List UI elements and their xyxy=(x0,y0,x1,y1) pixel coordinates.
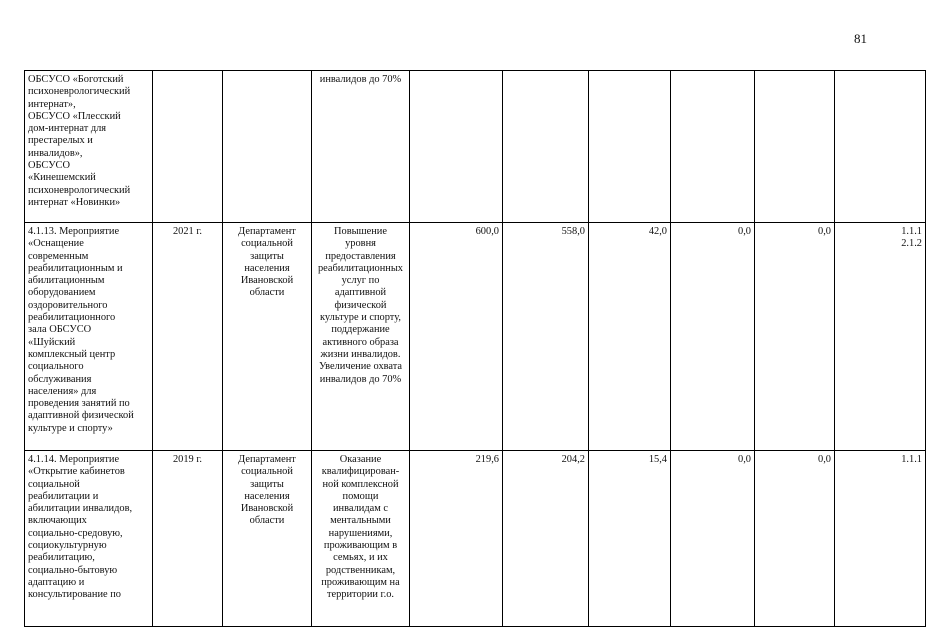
indicators-cell-line: 2.1.2 xyxy=(901,238,922,250)
executor-cell xyxy=(223,223,312,451)
expected-result-cell-line: нарушениями, xyxy=(328,527,393,539)
expected-result-cell-line: проживающим на xyxy=(321,576,400,588)
activity-name-cell-line: психоневрологический xyxy=(28,184,131,196)
activity-name-cell-line: социального xyxy=(28,361,84,373)
activity-name-cell-line: «Оснащение xyxy=(28,238,84,250)
page-number: 81 xyxy=(854,31,867,46)
activity-name-cell-line: инвалидов», xyxy=(28,147,83,159)
executor-cell-line: Ивановской xyxy=(240,503,294,515)
activity-name-cell-line: адаптивной физической xyxy=(28,410,134,422)
executor-cell xyxy=(223,451,312,627)
executor-cell-line: социальной xyxy=(241,238,293,250)
activity-name-cell-line: психоневрологический xyxy=(28,86,131,98)
activity-name-cell-line: интернат», xyxy=(28,98,76,110)
activity-name-cell-line: включающих xyxy=(28,515,87,527)
regional-budget-cell xyxy=(589,71,671,223)
table-row xyxy=(25,451,926,627)
expected-result-cell xyxy=(312,451,410,627)
expected-result-cell-line: уровня xyxy=(345,238,376,250)
executor-cell-line: социальной xyxy=(241,466,293,478)
activity-name-cell-line: реабилитационным и xyxy=(28,262,123,274)
activity-name-cell-line: 4.1.13. Мероприятие xyxy=(28,226,120,237)
activity-name-cell-line: проведения занятий по xyxy=(28,398,130,410)
activity-name-cell-line: социально-средовую, xyxy=(28,527,123,539)
activity-name-cell-line: «Кинешемский xyxy=(28,172,96,184)
expected-result-cell-line: ной комплексной xyxy=(322,478,399,490)
year-cell: 2019 г. xyxy=(153,451,223,627)
local-budget-cell: 0,0 xyxy=(671,223,755,451)
local-budget-cell: 0,0 xyxy=(671,451,755,627)
total-cell xyxy=(410,71,503,223)
activity-name-cell-line: «Шуйский xyxy=(28,336,76,348)
activity-name-cell-line: современным xyxy=(28,250,89,262)
expected-result-cell-line: семьях, и их xyxy=(333,552,388,564)
year-cell: 2021 г. xyxy=(153,223,223,451)
activity-name-cell-line: 4.1.14. Мероприятие xyxy=(28,454,120,465)
expected-result-cell-line: жизни инвалидов. xyxy=(320,348,401,360)
local-budget-cell xyxy=(671,71,755,223)
table-row xyxy=(25,71,926,223)
expected-result-cell-line: инвалидов до 70% xyxy=(319,373,402,385)
expected-result-cell-line: физической xyxy=(334,299,387,311)
expected-result-cell-line: территории г.о. xyxy=(326,589,395,601)
activity-name-cell-line: интернат «Новинки» xyxy=(28,196,121,208)
indicators-cell xyxy=(835,223,926,451)
activity-name-cell-line: реабилитации и xyxy=(28,490,99,502)
regional-budget-cell: 15,4 xyxy=(589,451,671,627)
expected-result-cell-line: проживающим в xyxy=(323,540,398,552)
expected-result-cell-line: Увеличение охвата xyxy=(318,361,403,373)
year-cell xyxy=(153,71,223,223)
activity-name-cell-line: оздоровительного xyxy=(28,299,108,311)
activity-name-cell-line: реабилитацию, xyxy=(28,552,95,564)
program-activities-table xyxy=(24,70,926,627)
expected-result-cell-line: активного образа xyxy=(322,336,399,348)
indicators-cell xyxy=(835,71,926,223)
regional-budget-cell: 42,0 xyxy=(589,223,671,451)
executor-cell-line: защиты xyxy=(250,478,284,490)
expected-result-cell-line: поддержание xyxy=(331,324,390,336)
total-cell: 600,0 xyxy=(410,223,503,451)
expected-result-cell-line: ментальными xyxy=(330,515,391,527)
activity-name-cell-line: социальной xyxy=(28,478,80,490)
activity-name-cell-line: социокультурную xyxy=(28,540,107,552)
federal-budget-cell: 558,0 xyxy=(503,223,589,451)
expected-result-cell-line: помощи xyxy=(342,490,379,502)
activity-name-cell-line: ОБСУСО «Плесский xyxy=(28,110,121,122)
expected-result-cell-line: инвалидов до 70% xyxy=(319,74,402,85)
other-sources-cell xyxy=(755,71,835,223)
expected-result-cell-line: Повышение xyxy=(334,226,387,237)
activity-name-cell-line: обслуживания xyxy=(28,373,92,385)
other-sources-cell: 0,0 xyxy=(755,223,835,451)
activity-name-cell-line: ОБСУСО xyxy=(28,160,70,172)
federal-budget-cell xyxy=(503,71,589,223)
expected-result-cell xyxy=(312,223,410,451)
table-body xyxy=(25,71,926,627)
federal-budget-cell: 204,2 xyxy=(503,451,589,627)
activity-name-cell-line: комплексный центр xyxy=(28,348,116,360)
other-sources-cell: 0,0 xyxy=(755,451,835,627)
executor-cell-line: населения xyxy=(244,490,290,502)
expected-result-cell-line: адаптивной xyxy=(334,287,387,299)
activity-name-cell-line: социально-бытовую xyxy=(28,564,118,576)
activity-name-cell-line: престарелых и xyxy=(28,135,93,147)
expected-result-cell-line: Оказание xyxy=(339,454,382,465)
activity-name-cell xyxy=(25,223,153,451)
executor-cell-line: области xyxy=(249,515,285,527)
expected-result-cell-line: предоставления xyxy=(325,250,396,262)
activity-name-cell-line: консультирование по xyxy=(28,589,121,601)
executor-cell-line: Департамент xyxy=(238,454,296,465)
expected-result-cell-line: квалифицирован- xyxy=(321,466,400,478)
expected-result-cell xyxy=(312,71,410,223)
expected-result-cell-line: культуре и спорту, xyxy=(320,312,401,324)
expected-result-cell-line: родственникам, xyxy=(325,564,396,576)
activity-name-cell-line: абилитации инвалидов, xyxy=(28,503,133,515)
activity-name-cell-line: ОБСУСО «Боготский xyxy=(28,74,124,85)
activity-name-cell xyxy=(25,71,153,223)
executor-cell-line: Департамент xyxy=(238,226,296,237)
indicators-cell-line: 1.1.1 xyxy=(901,226,922,237)
table-row xyxy=(25,223,926,451)
executor-cell-line: населения xyxy=(244,262,290,274)
total-cell: 219,6 xyxy=(410,451,503,627)
executor-cell-line: Ивановской xyxy=(240,275,294,287)
indicators-cell xyxy=(835,451,926,627)
activity-name-cell-line: оборудованием xyxy=(28,287,96,299)
expected-result-cell-line: инвалидам с xyxy=(332,503,389,515)
activity-name-cell-line: зала ОБСУСО xyxy=(28,324,92,336)
activity-name-cell-line: «Открытие кабинетов xyxy=(28,466,125,478)
activity-name-cell-line: дом-интернат для xyxy=(28,123,107,135)
expected-result-cell-line: реабилитационных xyxy=(317,262,404,274)
executor-cell xyxy=(223,71,312,223)
activity-name-cell xyxy=(25,451,153,627)
activity-name-cell-line: населения» для xyxy=(28,385,97,397)
activity-name-cell-line: реабилитационного xyxy=(28,312,116,324)
expected-result-cell-line: услуг по xyxy=(341,275,380,287)
activity-name-cell-line: культуре и спорту» xyxy=(28,422,113,434)
executor-cell-line: защиты xyxy=(250,250,284,262)
indicators-cell-line: 1.1.1 xyxy=(901,454,922,465)
executor-cell-line: области xyxy=(249,287,285,299)
activity-name-cell-line: адаптацию и xyxy=(28,576,85,588)
activity-name-cell-line: абилитационным xyxy=(28,275,105,287)
